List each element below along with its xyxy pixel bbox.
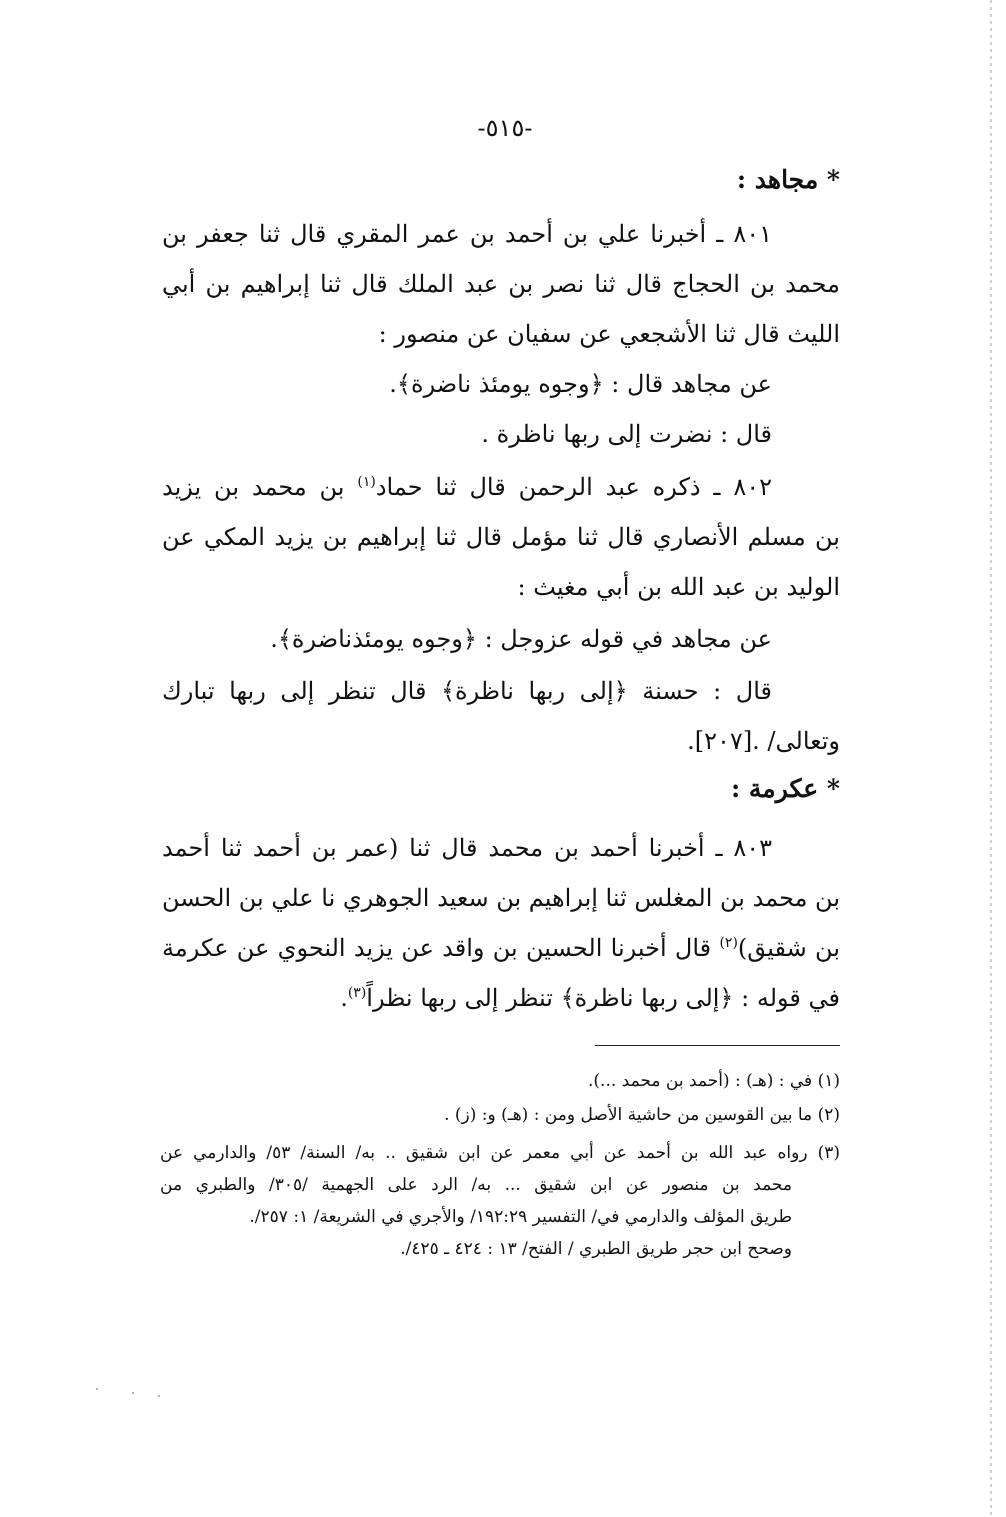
footnote-ref: (١) [357,474,376,490]
text-line: بن محمد بن المغلس ثنا إبراهيم بن سعيد الجوهري نا علي بن الحسن [162,884,840,912]
section-heading: * عكرمة : [730,774,840,803]
footnote-ref: (٣) [347,985,367,1001]
text-segment: ٨٠٢ ـ ذكره عبد الرحمن قال ثنا حماد [375,473,772,501]
text-line: بن مسلم الأنصاري قال ثنا مؤمل قال ثنا إبراهيم بن يزيد المكي عن [162,523,840,551]
text-segment: . [340,984,348,1012]
text-line: قال : نضرت إلى ربها ناظرة . [481,420,772,448]
scan-edge [990,0,992,1517]
scan-speck [96,1388,98,1390]
footnote: وصحح ابن حجر طريق الطبري / الفتح/ ١٣ : ٤٢٤ ـ ٤٢٥/. [400,1239,792,1259]
footnote: محمد بن منصور عن ابن شقيق ... به/ الرد على الجهمية /٣٠٥/ والطبري من [160,1175,792,1195]
text-line: محمد بن الحجاج قال ثنا نصر بن عبد الملك قال ثنا إبراهيم بن أبي [162,270,840,298]
text-line [162,462,772,512]
page-number: -٥١٥- [477,114,533,142]
text-line: الليث قال ثنا الأشجعي عن سفيان عن منصور : [378,320,840,348]
footnote: (١) في : (هـ) : (أحمد بن محمد ...). [588,1071,840,1091]
footnote: (٣) رواه عبد الله بن أحمد عن أبي معمر عن ابن شقيق .. به/ السنة/ ٥٣/ والدارمي عن [160,1143,840,1163]
text-segment: بن محمد بن يزيد [162,473,345,501]
text-line [162,973,840,1023]
section-heading: * مجاهد : [736,165,840,194]
text-line: عن مجاهد في قوله عزوجل : ﴿وجوه يومئذناضرة﴾. [270,625,772,653]
scan-speck [158,1395,160,1397]
text-line: ٨٠٣ ـ أخبرنا أحمد بن محمد قال ثنا (عمر بن أحمد ثنا أحمد [162,834,772,862]
text-line: عن مجاهد قال : ﴿وجوه يومئذ ناضرة﴾. [389,370,772,398]
footnote: (٢) ما بين القوسين من حاشية الأصل ومن : (هـ) و: (ز) . [444,1105,840,1125]
text-segment: في قوله : ﴿إلى ربها ناظرة﴾ تنظر إلى ربها نظراً [366,984,840,1012]
text-segment: بن شقيق) [737,934,840,962]
scan-speck [132,1392,134,1394]
footnote-divider [595,1045,840,1046]
text-line: الوليد بن عبد الله بن أبي مغيث : [517,573,840,601]
text-line [162,923,840,973]
text-segment: قال أخبرنا الحسين بن واقد عن يزيد النحوي عن عكرمة [162,934,712,962]
text-line: قال : حسنة ﴿إلى ربها ناظرة﴾ قال تنظر إلى ربها تبارك [162,677,772,705]
footnote: طريق المؤلف والدارمي في/ التفسير ١٩٢:٢٩/ والأجري في الشريعة/ ١: ٢٥٧/. [249,1207,792,1227]
text-line: ٨٠١ ـ أخبرنا علي بن أحمد بن عمر المقري قال ثنا جعفر بن [162,220,772,248]
text-line: وتعالى/ .[٢٠٧]. [687,727,840,755]
footnote-ref: (٢) [719,935,738,951]
